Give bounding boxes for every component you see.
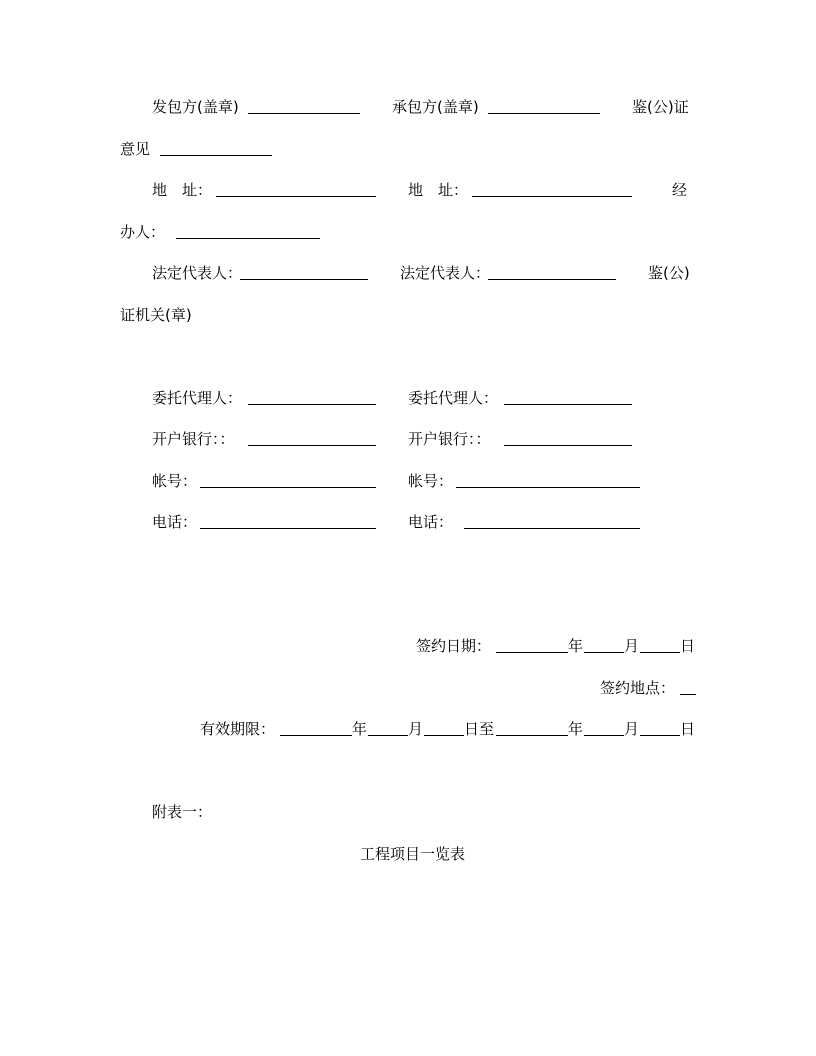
phone-a-label: 电话：	[152, 513, 198, 531]
validity-end-day-line[interactable]	[640, 735, 680, 736]
account-b-label: 帐号：	[408, 472, 454, 490]
validity-end-month-line[interactable]	[584, 735, 624, 736]
agent-b-line[interactable]	[504, 404, 632, 405]
notary-office-label-cont: 证机关(章)	[120, 306, 192, 324]
party-b-seal-line[interactable]	[488, 113, 600, 114]
notary-opinion-label: 鉴(公)证	[632, 98, 689, 116]
bank-b-line[interactable]	[504, 445, 632, 446]
party-a-seal-label: 发包方(盖章)	[152, 98, 239, 116]
party-a-seal-line[interactable]	[248, 113, 360, 114]
signing-place-label: 签约地点：	[600, 679, 676, 697]
validity-start-year-unit: 年	[352, 720, 368, 738]
address-b-label: 地 址：	[408, 181, 469, 199]
address-a-line[interactable]	[216, 196, 376, 197]
agent-b-label: 委托代理人：	[408, 389, 499, 407]
validity-start-year-line[interactable]	[280, 735, 352, 736]
notary-opinion-line[interactable]	[160, 155, 272, 156]
signing-date-label: 签约日期：	[416, 637, 492, 655]
signing-day-line[interactable]	[640, 652, 680, 653]
agent-a-line[interactable]	[248, 404, 376, 405]
validity-end-day-unit: 日	[680, 720, 696, 738]
validity-start-month-line[interactable]	[368, 735, 408, 736]
account-a-line[interactable]	[200, 487, 376, 488]
agent-a-label: 委托代理人：	[152, 389, 243, 407]
legal-rep-b-label: 法定代表人：	[400, 264, 491, 282]
notary-office-label: 鉴(公)	[648, 264, 690, 282]
appendix-label: 附表一：	[152, 803, 213, 821]
validity-end-year-unit: 年	[568, 720, 584, 738]
address-b-line[interactable]	[472, 196, 632, 197]
signing-month-line[interactable]	[584, 652, 624, 653]
handler-label: 经	[672, 181, 688, 199]
phone-b-line[interactable]	[464, 528, 640, 529]
signing-month-unit: 月	[624, 637, 640, 655]
party-b-seal-label: 承包方(盖章)	[392, 98, 479, 116]
validity-start-month-unit: 月	[408, 720, 424, 738]
bank-a-label: 开户银行：：	[152, 430, 235, 448]
signing-year-line[interactable]	[496, 652, 568, 653]
handler-label-cont: 办人：	[120, 223, 166, 241]
validity-to-label: 日至	[464, 720, 495, 738]
notary-opinion-label-cont: 意见	[120, 140, 151, 158]
legal-rep-a-label: 法定代表人：	[152, 264, 243, 282]
signing-day-unit: 日	[680, 637, 696, 655]
validity-label: 有效期限：	[200, 720, 276, 738]
validity-end-year-line[interactable]	[496, 735, 568, 736]
account-b-line[interactable]	[456, 487, 640, 488]
account-a-label: 帐号：	[152, 472, 198, 490]
signing-place-line[interactable]	[680, 694, 696, 695]
bank-a-line[interactable]	[248, 445, 376, 446]
address-a-label: 地 址：	[152, 181, 213, 199]
handler-line[interactable]	[176, 238, 320, 239]
phone-b-label: 电话：	[408, 513, 454, 531]
appendix-table-title: 工程项目一览表	[360, 845, 466, 863]
phone-a-line[interactable]	[200, 528, 376, 529]
validity-start-day-line[interactable]	[424, 735, 464, 736]
legal-rep-b-line[interactable]	[488, 279, 616, 280]
legal-rep-a-line[interactable]	[240, 279, 368, 280]
signing-year-unit: 年	[568, 637, 584, 655]
validity-end-month-unit: 月	[624, 720, 640, 738]
bank-b-label: 开户银行：：	[408, 430, 491, 448]
